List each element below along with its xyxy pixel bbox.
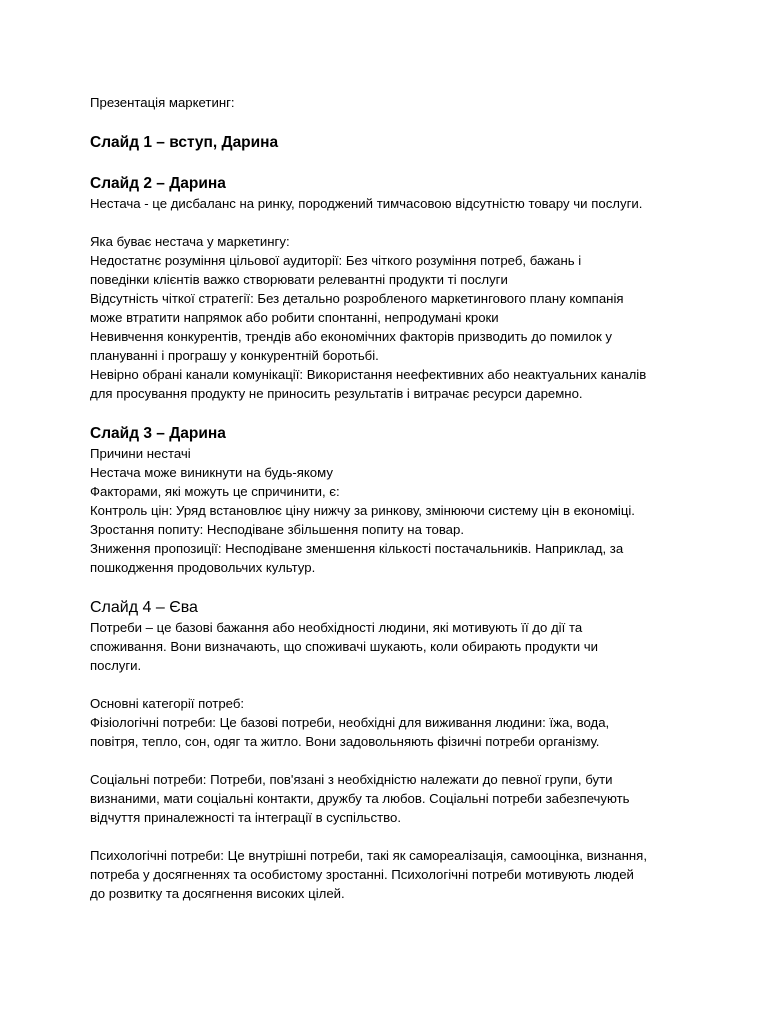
slide-4-section	[90, 597, 690, 903]
slide-4-text-line: потреба у досягненнях та особистому зростанні. Психологічні потреби мотивують людей	[90, 867, 634, 882]
blank-line	[90, 213, 690, 232]
slide-4-text-line: Психологічні потреби: Це внутрішні потреби, такі як самореалізація, самооцінка, визнання,	[90, 848, 647, 863]
slide-4-text-line: Основні категорії потреб:	[90, 696, 245, 711]
slide-2-text-line: плануванні і програшу у конкурентній боротьбі.	[90, 348, 379, 363]
slide-3-text-line: Зростання попиту: Несподіване збільшення попиту на товар.	[90, 522, 465, 537]
slide-2-text-line: Відсутність чіткої стратегії: Без детально розробленого маркетингового плану компанія	[90, 291, 624, 306]
slide-4-text-line: відчуття приналежності та інтеграції в суспільство.	[90, 810, 402, 825]
blank-line	[90, 751, 690, 770]
document-page	[90, 93, 690, 903]
slide-4-text-line: послуги.	[90, 658, 142, 673]
slide-3-text-line: Факторами, які можуть це спричинити, є:	[90, 484, 340, 499]
slide-2-text-line: поведінки клієнтів важко створювати релевантні продукти ті послуги	[90, 272, 508, 287]
slide-2-text-line: Невивчення конкурентів, трендів або економічних факторів призводить до помилок у	[90, 329, 613, 344]
blank-line	[90, 827, 690, 846]
slide-2-text-line: Яка буває нестача у маркетингу:	[90, 234, 290, 249]
slide-3-text-line: Зниження пропозиції: Несподіване зменшення кількості постачальників. Наприклад, за	[90, 541, 624, 556]
slide-4-text-line: Потреби – це базові бажання або необхідності людини, які мотивують її до дії та	[90, 620, 583, 635]
slide-3-text-line: Причини нестачі	[90, 446, 191, 461]
slide-3-text-line: Нестача може виникнути на будь-якому	[90, 465, 333, 480]
slide-2-text-line: може втратити напрямок або робити спонтанні, непродумані кроки	[90, 310, 499, 325]
slide-2-section	[90, 173, 690, 403]
slide-4-text-line: Соціальні потреби: Потреби, пов'язані з необхідністю належати до певної групи, бути	[90, 772, 613, 787]
slide-3-body	[90, 444, 690, 577]
slide-2-text-line: Нестача - це дисбаланс на ринку, породжений тимчасовою відсутністю товару чи послуги.	[90, 196, 643, 211]
slide-2-body	[90, 194, 690, 403]
slide-4-body	[90, 618, 690, 903]
slide-2-text-line: Невірно обрані канали комунікації: Використання неефективних або неактуальних каналів	[90, 367, 647, 382]
slide-3-text-line: пошкодження продовольчих культур.	[90, 560, 316, 575]
slide-2-heading: Слайд 2 – Дарина	[90, 175, 226, 192]
slide-2-text-line: для просування продукту не приносить результатів і витрачає ресурси даремно.	[90, 386, 583, 401]
document-title: Презентація маркетинг:	[90, 95, 235, 110]
slide-4-heading: Слайд 4 – Єва	[90, 599, 198, 616]
slide-4-text-line: споживання. Вони визначають, що споживачі шукають, коли обирають продукти чи	[90, 639, 598, 654]
slide-4-text-line: до розвитку та досягнення високих цілей.	[90, 886, 345, 901]
slide-3-heading: Слайд 3 – Дарина	[90, 425, 226, 442]
slide-4-text-line: Фізіологічні потреби: Це базові потреби, необхідні для виживання людини: їжа, вода,	[90, 715, 610, 730]
slide-3-text-line: Контроль цін: Уряд встановлює ціну нижчу за ринкову, змінюючи систему цін в економіці.	[90, 503, 635, 518]
slide-2-text-line: Недостатнє розуміння цільової аудиторії: Без чіткого розуміння потреб, бажань і	[90, 253, 582, 268]
slide-1-heading: Слайд 1 – вступ, Дарина	[90, 134, 279, 151]
slide-4-text-line: визнаними, мати соціальні контакти, дружбу та любов. Соціальні потреби забезпечують	[90, 791, 630, 806]
slide-3-section	[90, 423, 690, 577]
blank-line	[90, 675, 690, 694]
slide-4-text-line: повітря, тепло, сон, одяг та житло. Вони задовольняють фізичні потреби організму.	[90, 734, 600, 749]
